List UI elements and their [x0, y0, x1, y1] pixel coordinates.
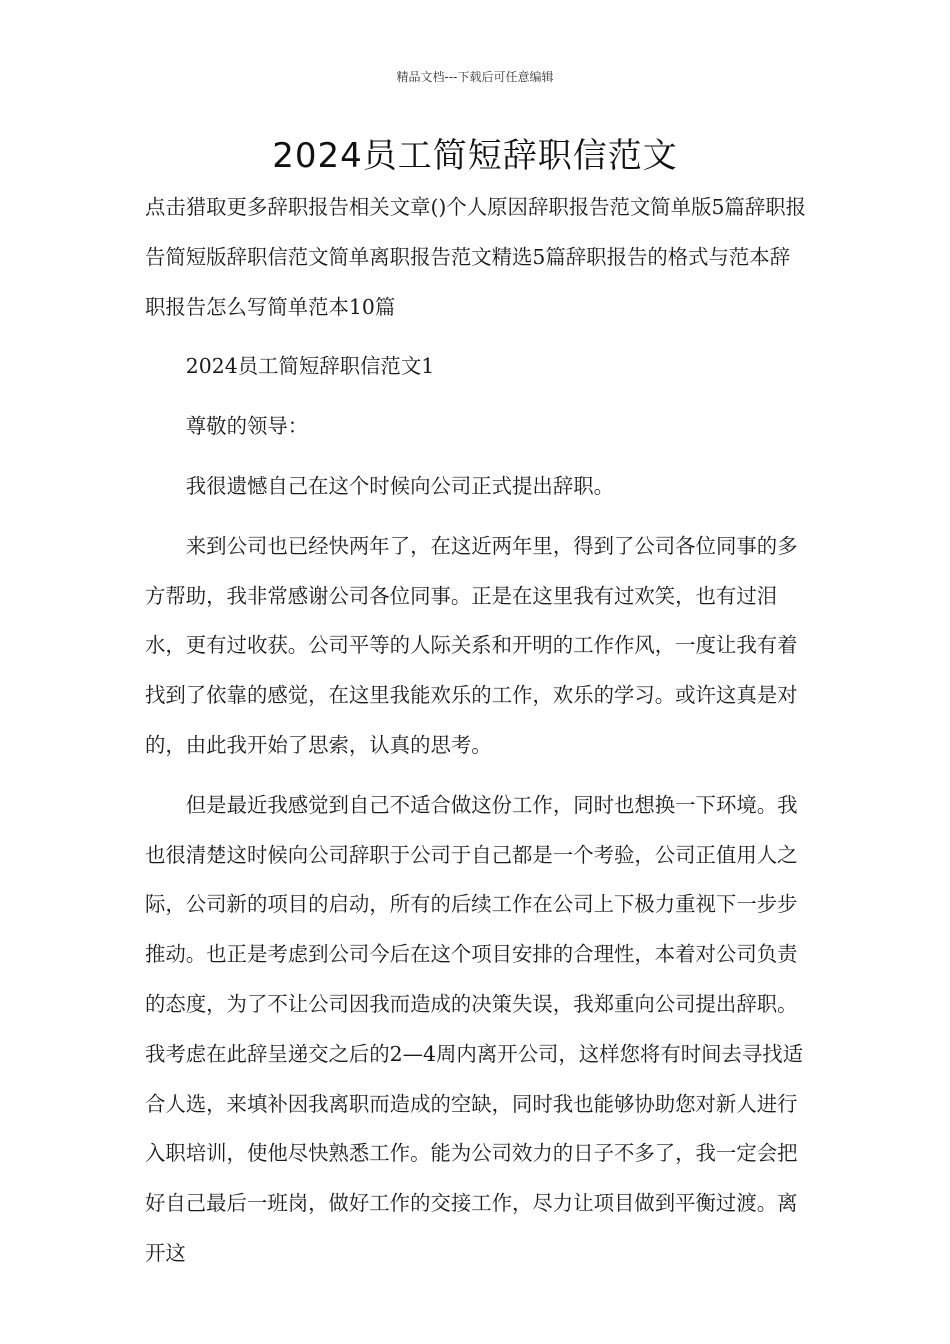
intro-links-paragraph: 点击猎取更多辞职报告相关文章()个人原因辞职报告范文简单版5篇辞职报告简短版辞职信范文简单离职报告范文精选5篇辞职报告的格式与范本辞职报告怎么写简单范本10篇 [145, 195, 806, 319]
header-note: 精品文档---下载后可任意编辑 [396, 70, 554, 84]
document-body [145, 183, 808, 1279]
paragraph-3: 但是最近我感觉到自己不适合做这份工作，同时也想换一下环境。我也很清楚这时候向公司辞职于公司于自己都是一个考验，公司正值用人之际，公司新的项目的启动，所有的后续工作在公司上下极力重视下一步步推动。也正是考虑到公司今后在这个项目安排的合理性，本着对公司负责的态度，为了不让公司因我而造成的决策失误，我郑重向公司提出辞职。我考虑在此辞呈递交之后的2—4周内离开公司，这样您将有时间去寻找适合人选，来填补因我离职而造成的空缺，同时我也能够协助您对新人进行入职培训，使他尽快熟悉工作。能为公司效力的日子不多了，我一定会把好自己最后一班岗，做好工作的交接工作，尽力让项目做到平衡过渡。离开这 [145, 792, 804, 1265]
document-title: 2024员工简短辞职信范文 [272, 136, 678, 176]
paragraph-1: 我很遗憾自己在这个时候向公司正式提出辞职。 [185, 473, 614, 498]
paragraph-2: 来到公司也已经快两年了，在这近两年里，得到了公司各位同事的多方帮助，我非常感谢公司各位同事。正是在这里我有过欢笑，也有过泪水，更有过收获。公司平等的人际关系和开明的工作作风，一度让我有着找到了依靠的感觉，在这里我能欢乐的工作，欢乐的学习。或许这真是对的，由此我开始了思索，认真的思考。 [145, 533, 798, 757]
letter-subtitle: 2024员工简短辞职信范文1 [185, 354, 435, 379]
salutation: 尊敬的领导： [185, 414, 309, 439]
